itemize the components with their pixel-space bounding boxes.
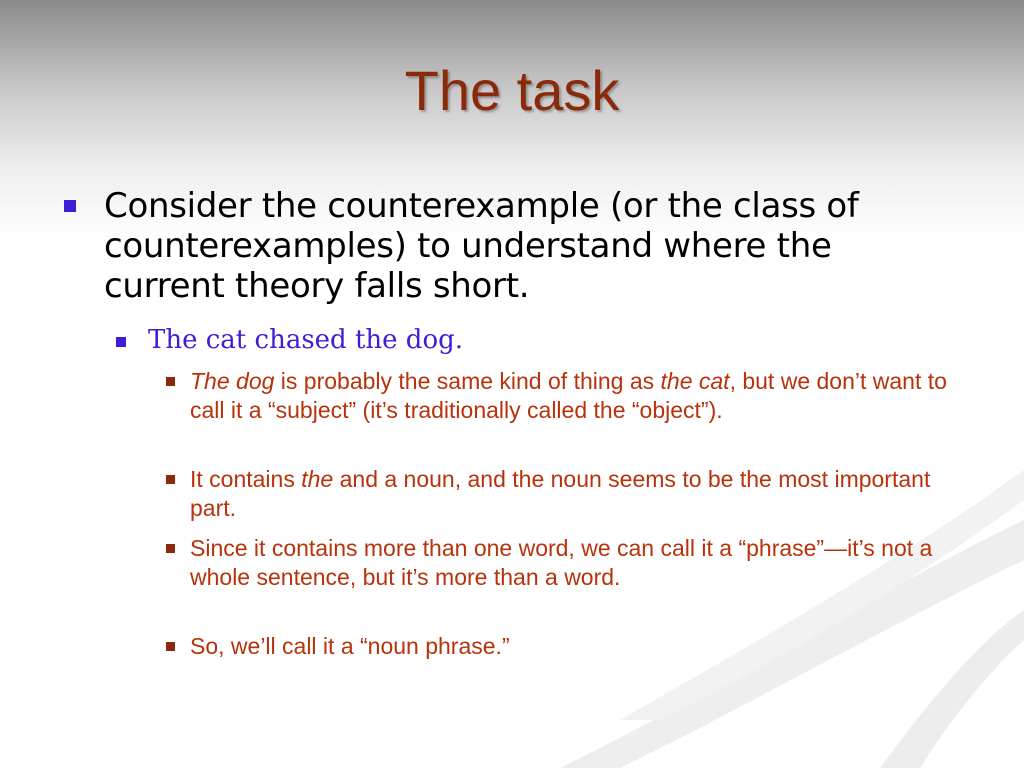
- italic-phrase: The dog: [190, 368, 275, 394]
- italic-phrase: the cat: [660, 368, 730, 394]
- bullet-level2-text: The cat chased the dog.: [148, 325, 464, 355]
- bullet-square-icon: [166, 475, 175, 484]
- text-run: , but we don’t want to call it a “subject” (it’s traditionally called the “object”).: [190, 368, 947, 423]
- bullet-square-icon: [64, 200, 76, 212]
- bullet-level3-text: [190, 367, 966, 425]
- italic-phrase: the: [301, 466, 334, 492]
- bullet-level3-item: [166, 367, 966, 425]
- bullet-level3-text: Since it contains more than one word, we can call it a “phrase”—it’s not a whole sentence, but it’s more than a word.: [190, 535, 933, 590]
- bullet-square-icon: [166, 377, 175, 386]
- slide-title: The task: [404, 59, 620, 122]
- bullet-level3-item: [166, 465, 966, 523]
- bullet-level3-item: [166, 534, 966, 592]
- bullet-level1: [64, 186, 944, 306]
- bullet-level3-item: [166, 632, 966, 661]
- bullet-square-icon: [116, 337, 126, 347]
- text-run: and a noun, and the noun seems to be the most important part.: [190, 466, 931, 521]
- text-run: is probably the same kind of thing as: [274, 368, 661, 394]
- bullet-level1-text: Consider the counterexample (or the class of counterexamples) to understand where the current theory falls short.: [104, 186, 859, 306]
- text-run: It contains: [190, 466, 302, 492]
- bullet-level2: [116, 322, 936, 358]
- bullet-square-icon: [166, 544, 175, 553]
- bullet-level3-text: So, we’ll call it a “noun phrase.”: [190, 633, 510, 659]
- bullet-level3-text: [190, 465, 966, 523]
- bullet-square-icon: [166, 642, 175, 651]
